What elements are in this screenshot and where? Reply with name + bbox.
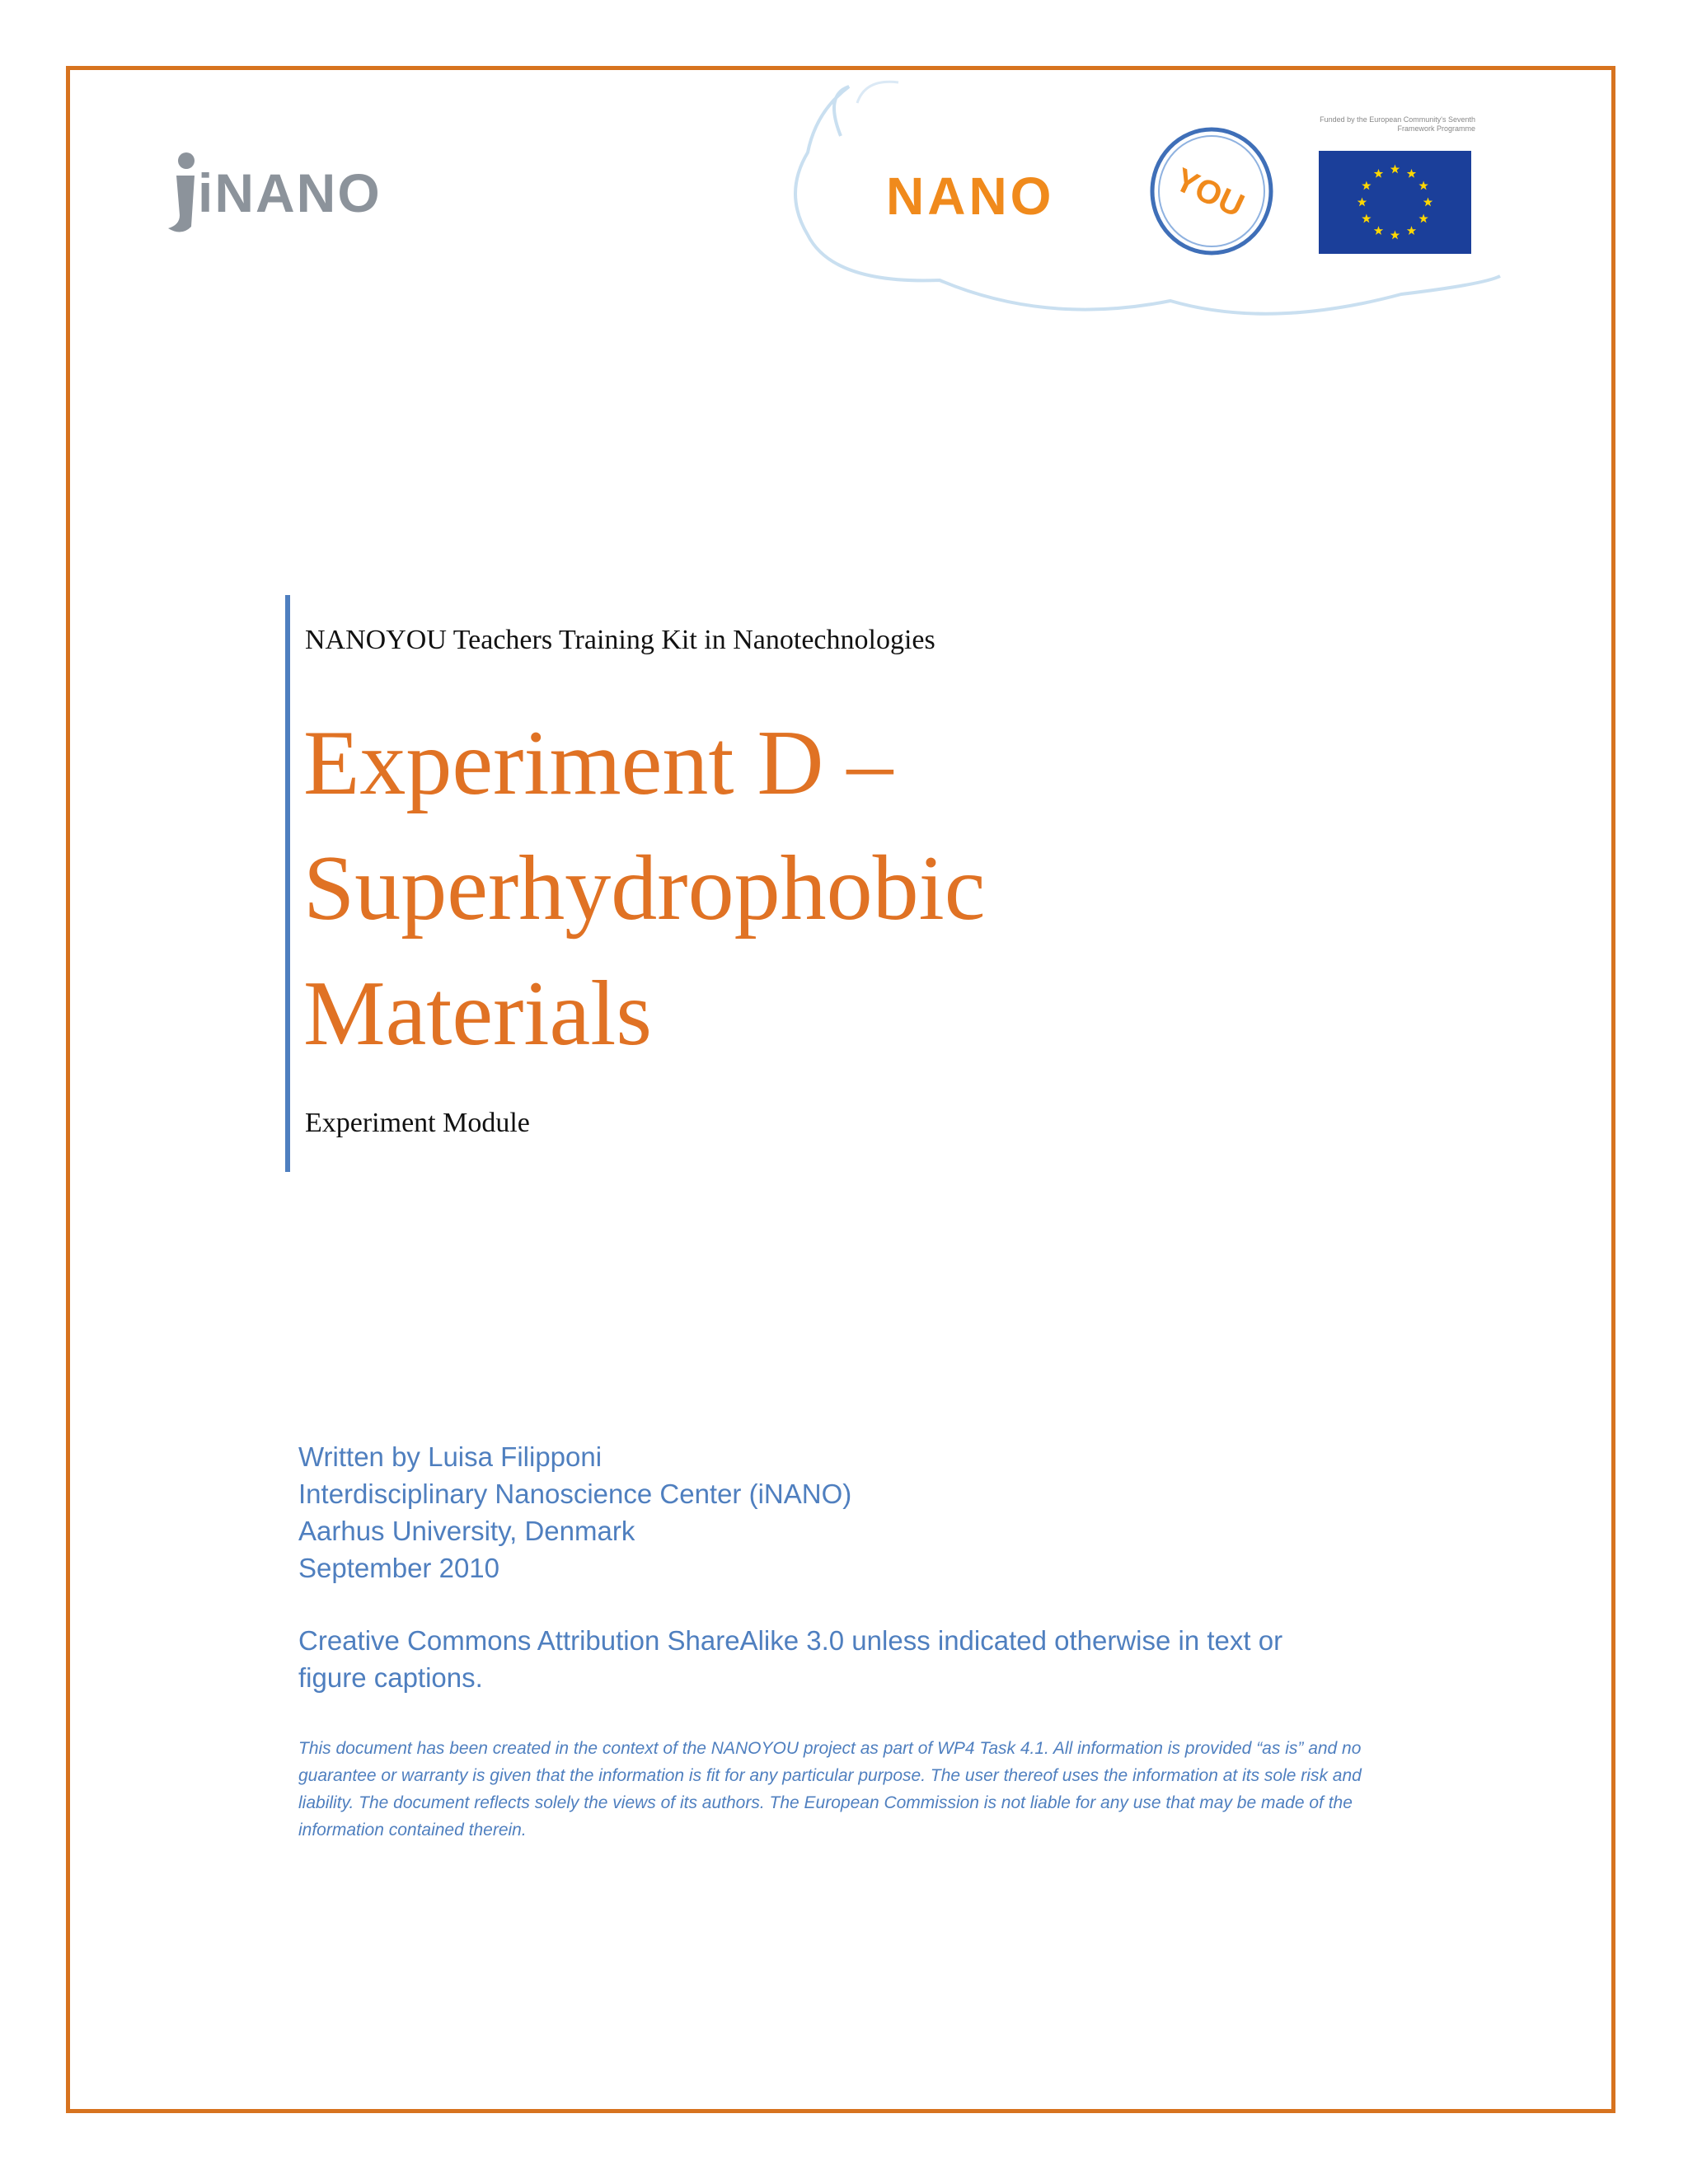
license-line-1: Creative Commons Attribution ShareAlike 3.0 unless indicated otherwise in text or bbox=[298, 1625, 1283, 1656]
license-text bbox=[298, 1622, 1370, 1696]
eu-flag-icon bbox=[1319, 151, 1471, 254]
title-line-1: Experiment D – bbox=[303, 712, 893, 814]
nanoyou-logo bbox=[882, 115, 1278, 264]
publication-date: September 2010 bbox=[298, 1553, 500, 1583]
kit-series-line: NANOYOU Teachers Training Kit in Nanotechnologies bbox=[305, 625, 935, 655]
title-accent-rule bbox=[285, 595, 290, 1172]
title-line-3: Materials bbox=[303, 963, 652, 1065]
author-institution: Interdisciplinary Nanoscience Center (iNANO) bbox=[298, 1479, 852, 1509]
module-subtitle: Experiment Module bbox=[305, 1108, 530, 1138]
nanoyou-circle-text: YOU bbox=[1169, 161, 1250, 225]
nanoyou-logo-text: NANO bbox=[886, 166, 1055, 226]
eu-funding-block bbox=[1294, 115, 1475, 255]
title-line-2: Superhydrophobic bbox=[303, 837, 986, 940]
author-university: Aarhus University, Denmark bbox=[298, 1516, 635, 1546]
author-block bbox=[298, 1438, 1452, 1586]
inano-logo-text: iNANO bbox=[198, 162, 382, 223]
disclaimer-text: This document has been created in the context of the NANOYOU project as part of WP4 Task 4.1. All information is provided “as is” and no guarantee or warranty is given that the information is fit for any particular purpose. The user thereof uses the information at its sole risk and liability. The document reflects solely the views of its authors. The European Commission is not liable for any use that may be made of the information contained therein. bbox=[298, 1739, 1362, 1840]
license-line-2: figure captions. bbox=[298, 1662, 483, 1693]
eu-funding-text: Funded by the European Community's Seventh Framework Programme bbox=[1320, 115, 1475, 133]
inano-logo bbox=[165, 136, 429, 243]
author-name: Written by Luisa Filipponi bbox=[298, 1441, 603, 1472]
main-title bbox=[303, 701, 1540, 1076]
